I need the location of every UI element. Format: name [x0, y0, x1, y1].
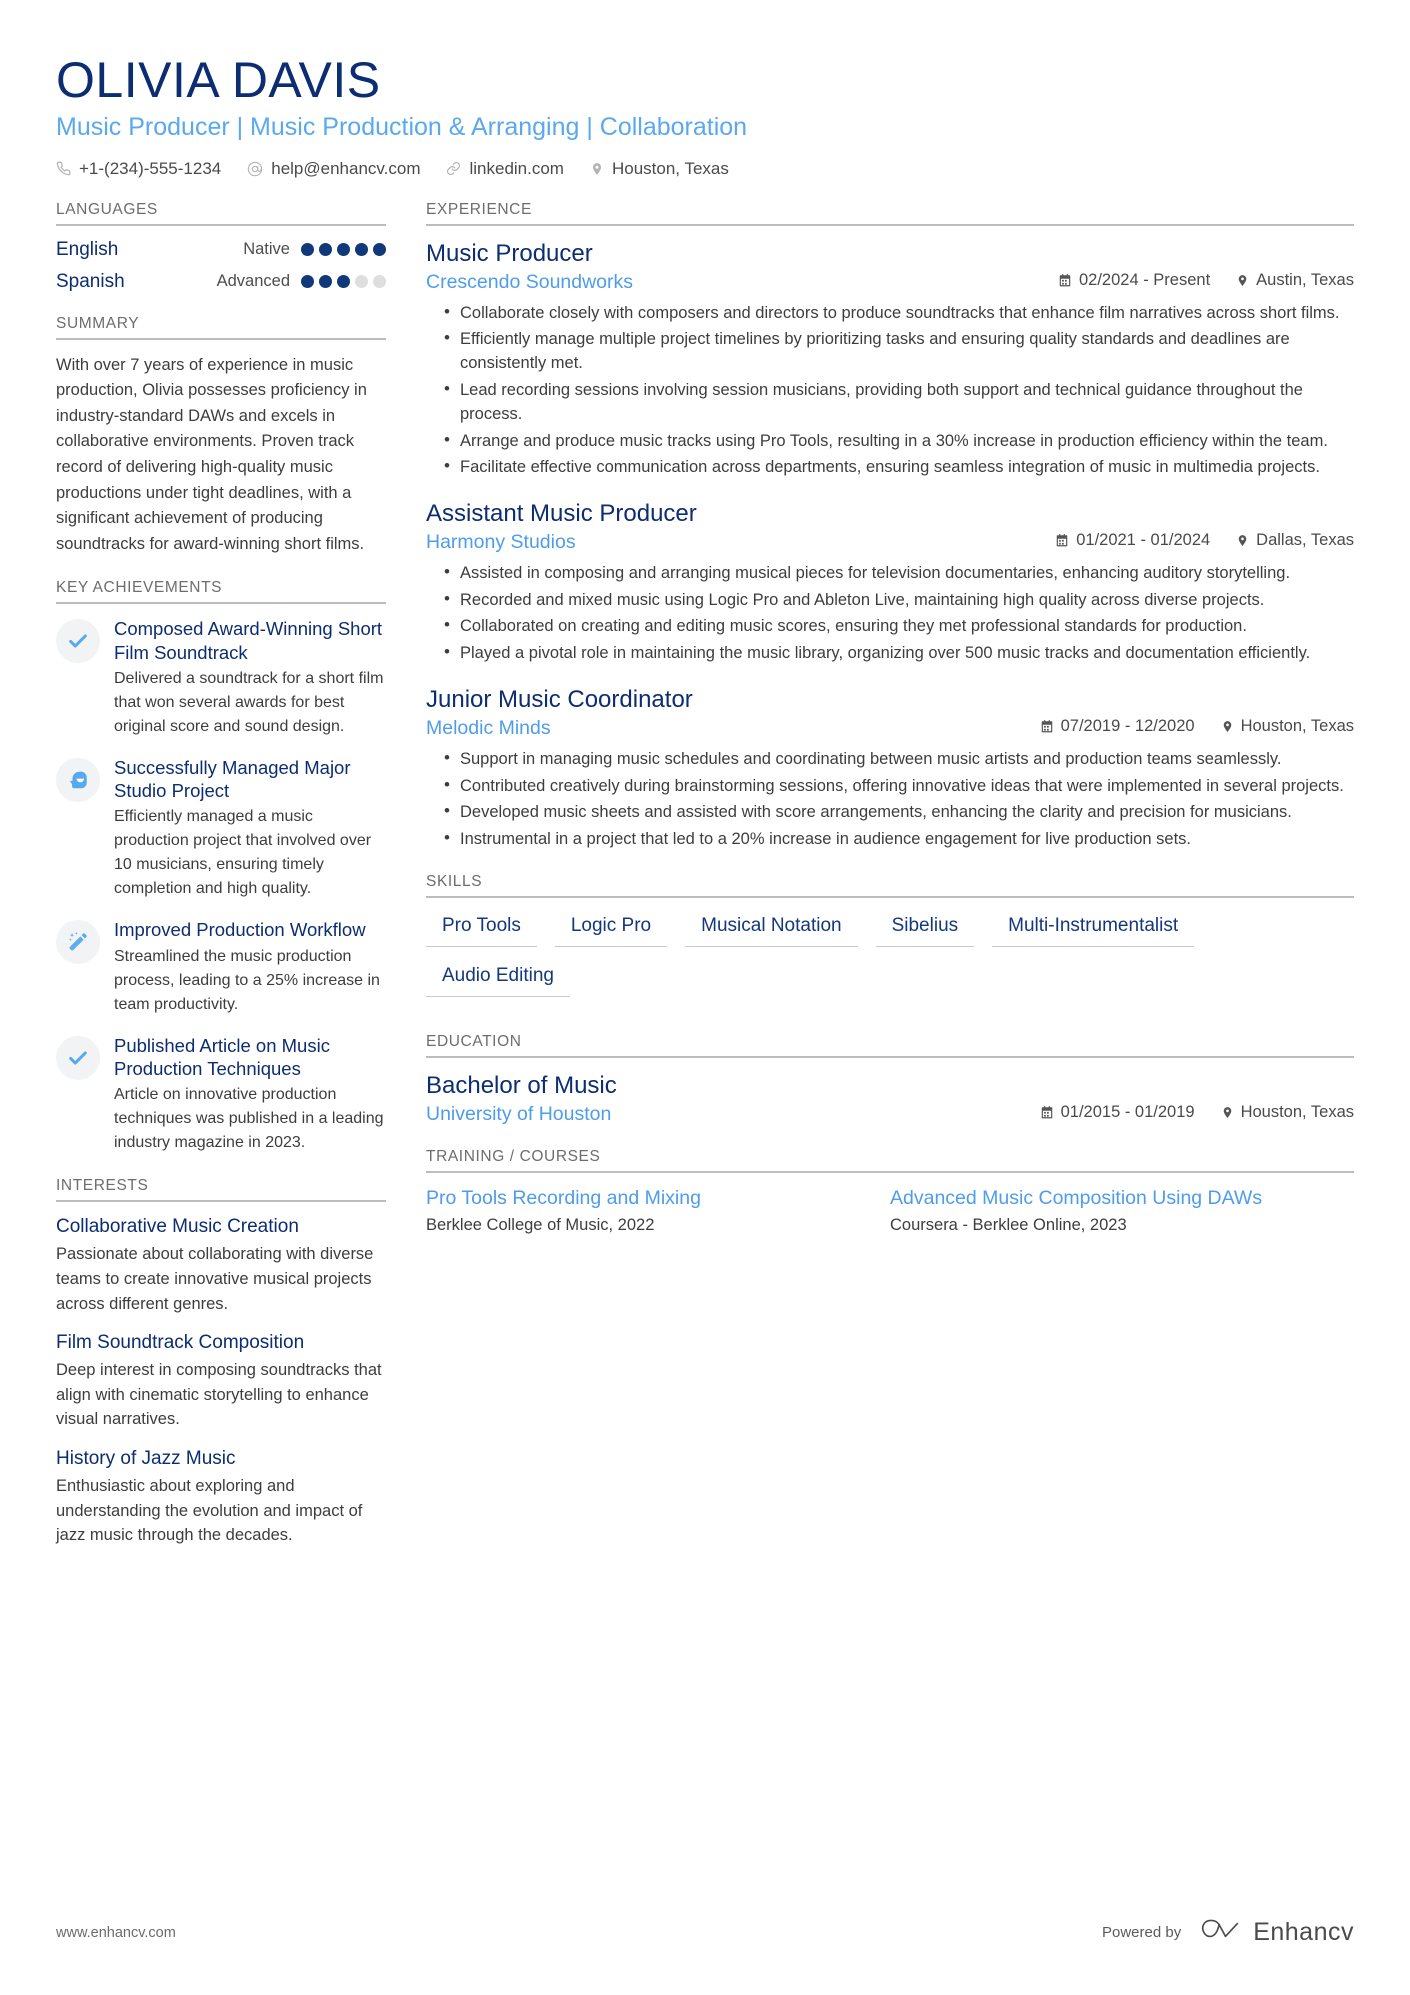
location-icon — [1221, 719, 1234, 734]
section-key-achievements — [56, 579, 386, 1155]
location-icon — [1221, 1105, 1234, 1120]
job-dates — [1058, 271, 1210, 290]
language-row — [56, 271, 386, 293]
rating-dot-filled — [373, 243, 386, 256]
contact-email-text: help@enhancv.com — [271, 158, 421, 178]
rating-dot-filled — [337, 275, 350, 288]
summary-text: With over 7 years of experience in music production, Olivia possesses proficiency in industry-standard DAWs and excels in collaborative environments. Proven track record of delivering high-quality music productions under tight deadlines, with a significant achievement of producing soundtracks for award-winning short films. — [56, 355, 367, 553]
job-bullet: • Lead recording sessions involving session musicians, providing both support and technical guidance throughout the process. — [448, 378, 1354, 426]
skill-tag: Pro Tools — [426, 911, 537, 947]
job-bullet: • Arrange and produce music tracks using Pro Tools, resulting in a 30% increase in production efficiency within the team. — [448, 429, 1354, 453]
job-bullet: • Recorded and mixed music using Logic Pro and Ableton Live, maintaining high quality across diverse projects. — [448, 588, 1354, 612]
skill-list — [426, 911, 1354, 1011]
calendar-icon — [1040, 719, 1054, 734]
achievement-item — [56, 918, 386, 1016]
job-location — [1236, 271, 1354, 290]
language-list — [56, 239, 386, 293]
link-icon — [446, 161, 461, 176]
language-level-group — [243, 240, 386, 259]
contact-email[interactable] — [247, 159, 420, 179]
experience-item — [426, 499, 1354, 665]
achievement-body — [114, 617, 386, 739]
interest-item — [56, 1447, 386, 1548]
job-title: Music Producer — [426, 239, 593, 267]
achievement-description: Article on innovative production techniques was published in a leading industry magazine in 2023. — [114, 1086, 384, 1152]
section-title-languages: LANGUAGES — [56, 201, 386, 226]
contact-phone[interactable] — [56, 159, 221, 179]
section-title-experience: EXPERIENCE — [426, 201, 1354, 226]
language-row — [56, 239, 386, 261]
professional-headline: Music Producer | Music Production & Arranging | Collaboration — [56, 112, 748, 141]
job-meta-row — [426, 271, 1354, 294]
phone-icon — [56, 161, 71, 176]
section-title-interests: INTERESTS — [56, 1177, 386, 1202]
interest-description: Enthusiastic about exploring and understanding the evolution and impact of jazz music through the decades. — [56, 1476, 363, 1545]
section-title-training: TRAINING / COURSES — [426, 1148, 1354, 1173]
education-dates-text: 01/2015 - 01/2019 — [1060, 1102, 1195, 1121]
job-bullet-list — [426, 301, 1354, 480]
enhancv-brand — [1199, 1918, 1354, 1947]
section-education — [426, 1033, 1354, 1126]
education-meta-row — [426, 1103, 1354, 1126]
job-dates-text: 02/2024 - Present — [1078, 270, 1211, 289]
achievement-description: Delivered a soundtrack for a short film that won several awards for best original score and sound design. — [114, 669, 384, 735]
experience-item — [426, 239, 1354, 480]
job-location-text: Dallas, Texas — [1256, 531, 1354, 550]
skill-tag: Sibelius — [876, 911, 975, 947]
job-location-text: Austin, Texas — [1256, 270, 1354, 289]
location-icon — [1236, 533, 1249, 548]
section-title-skills: SKILLS — [426, 873, 1354, 898]
rating-dot-filled — [301, 243, 314, 256]
language-level: Native — [243, 240, 290, 259]
magic-wand-icon — [56, 920, 100, 964]
job-company[interactable]: Crescendo Soundworks — [426, 270, 634, 293]
education-location-text: Houston, Texas — [1240, 1102, 1354, 1121]
skill-tag: Musical Notation — [685, 911, 857, 947]
job-bullet: • Support in managing music schedules and coordinating between music artists and production teams seamlessly. — [448, 747, 1354, 771]
contact-location — [590, 159, 729, 179]
course-list — [426, 1186, 1354, 1238]
education-location — [1221, 1103, 1354, 1122]
job-location — [1221, 717, 1354, 736]
section-interests — [56, 1177, 386, 1548]
experience-item — [426, 685, 1354, 851]
job-company[interactable]: Melodic Minds — [426, 717, 551, 740]
section-training — [426, 1148, 1354, 1238]
job-title: Assistant Music Producer — [426, 500, 697, 528]
rating-dot-filled — [319, 243, 332, 256]
job-location — [1236, 531, 1354, 550]
achievement-item — [56, 756, 386, 902]
interest-description: Deep interest in composing soundtracks that align with cinematic storytelling to enhance visual narratives. — [56, 1360, 382, 1429]
achievement-body — [114, 918, 386, 1016]
course-title[interactable]: Advanced Music Composition Using DAWs — [890, 1186, 1263, 1209]
interest-title: History of Jazz Music — [56, 1448, 236, 1470]
education-school[interactable]: University of Houston — [426, 1102, 612, 1125]
job-bullet: • Collaborated on creating and editing music scores, ensuring they met professional standards for production. — [448, 614, 1354, 638]
achievement-body — [114, 756, 386, 902]
calendar-icon — [1055, 533, 1069, 548]
job-bullet: • Assisted in composing and arranging musical pieces for television documentaries, enhancing auditory storytelling. — [448, 561, 1354, 585]
enhancv-logo-icon — [1199, 1918, 1241, 1947]
section-languages — [56, 201, 386, 293]
job-company[interactable]: Harmony Studios — [426, 531, 576, 554]
job-bullet: • Contributed creatively during brainstorming sessions, offering innovative ideas that were implemented in several projects. — [448, 774, 1354, 798]
location-icon — [1236, 273, 1249, 288]
education-item — [426, 1071, 1354, 1126]
page-footer — [56, 1918, 1354, 1947]
job-bullet: • Collaborate closely with composers and directors to produce soundtracks that enhance film narratives across short films. — [448, 301, 1354, 325]
job-dates-text: 07/2019 - 12/2020 — [1060, 717, 1195, 736]
job-dates — [1055, 531, 1210, 550]
calendar-icon — [1058, 273, 1072, 288]
rating-dot-filled — [355, 243, 368, 256]
job-bullet: • Efficiently manage multiple project timelines by prioritizing tasks and ensuring quality standards and deadlines are consistently met. — [448, 327, 1354, 375]
idea-head-icon — [56, 758, 100, 802]
powered-by-label: Powered by — [1101, 1924, 1182, 1941]
job-meta-row — [426, 717, 1354, 740]
interest-list — [56, 1215, 386, 1548]
job-bullet-list — [426, 747, 1354, 851]
contact-location-text: Houston, Texas — [611, 158, 729, 178]
course-title[interactable]: Pro Tools Recording and Mixing — [426, 1186, 701, 1209]
achievement-item — [56, 617, 386, 739]
interest-item — [56, 1331, 386, 1432]
education-meta-group — [1014, 1103, 1354, 1122]
language-name: Spanish — [56, 270, 125, 292]
job-meta-group — [1032, 271, 1354, 290]
main-column — [426, 201, 1354, 1260]
achievement-title: Published Article on Music Production Techniques — [114, 1034, 330, 1080]
resume-header — [56, 52, 1354, 179]
sidebar-column — [56, 201, 386, 1570]
job-bullet-list — [426, 561, 1354, 665]
section-title-summary: SUMMARY — [56, 315, 386, 340]
calendar-icon — [1040, 1105, 1054, 1120]
achievement-description: Streamlined the music production process, leading to a 25% increase in team productivity. — [114, 947, 380, 1013]
course-item — [890, 1186, 1354, 1238]
section-title-key-achievements: KEY ACHIEVEMENTS — [56, 579, 386, 604]
section-summary — [56, 315, 386, 558]
job-bullet: • Facilitate effective communication across departments, ensuring seamless integration of music in multimedia projects. — [448, 455, 1354, 479]
achievement-title: Composed Award-Winning Short Film Soundtrack — [114, 618, 383, 663]
course-provider: Coursera - Berklee Online, 2023 — [890, 1216, 1127, 1235]
job-meta-group — [1014, 717, 1354, 736]
interest-title: Film Soundtrack Composition — [56, 1332, 305, 1354]
section-experience — [426, 201, 1354, 851]
experience-list — [426, 239, 1354, 851]
email-icon — [247, 161, 263, 177]
footer-website[interactable]: www.enhancv.com — [56, 1924, 176, 1941]
interest-description: Passionate about collaborating with diverse teams to create innovative musical projects across different genres. — [56, 1245, 374, 1313]
skill-tag: Logic Pro — [555, 911, 667, 947]
job-dates-text: 01/2021 - 01/2024 — [1076, 531, 1211, 550]
rating-dot-filled — [319, 275, 332, 288]
job-bullet: • Instrumental in a project that led to a 20% increase in audience engagement for live production sets. — [448, 827, 1354, 851]
enhancv-brand-name: Enhancv — [1253, 1918, 1354, 1946]
job-meta-group — [1029, 531, 1354, 550]
achievement-item — [56, 1034, 386, 1156]
skill-tag: Multi-Instrumentalist — [992, 911, 1194, 947]
language-rating-dots — [301, 243, 386, 256]
check-icon — [56, 1036, 100, 1080]
language-level-group — [217, 272, 386, 291]
section-title-education: EDUCATION — [426, 1033, 1354, 1058]
education-dates — [1040, 1103, 1195, 1122]
language-rating-dots — [301, 275, 386, 288]
skill-tag: Audio Editing — [426, 961, 570, 997]
achievement-title: Improved Production Workflow — [114, 919, 366, 941]
achievement-body — [114, 1034, 386, 1156]
rating-dot-filled — [301, 275, 314, 288]
language-name: English — [56, 238, 119, 260]
location-icon — [590, 161, 604, 177]
job-title: Junior Music Coordinator — [426, 686, 693, 714]
rating-dot-filled — [337, 243, 350, 256]
job-location-text: Houston, Texas — [1240, 717, 1354, 736]
job-bullet: • Played a pivotal role in maintaining the music library, organizing over 500 music tracks and documentation efficiently. — [448, 641, 1354, 665]
contact-linkedin-text: linkedin.com — [469, 158, 564, 178]
job-meta-row — [426, 531, 1354, 554]
rating-dot-empty — [373, 275, 386, 288]
job-bullet: • Developed music sheets and assisted with score arrangements, enhancing the clarity and precision for musicians. — [448, 800, 1354, 824]
contact-bar — [56, 159, 1354, 179]
footer-brand-block — [1102, 1918, 1354, 1947]
education-list — [426, 1071, 1354, 1126]
achievement-title: Successfully Managed Major Studio Project — [114, 756, 351, 802]
course-provider: Berklee College of Music, 2022 — [426, 1216, 655, 1235]
rating-dot-empty — [355, 275, 368, 288]
contact-linkedin[interactable] — [446, 159, 564, 179]
check-icon — [56, 619, 100, 663]
section-skills — [426, 873, 1354, 1011]
language-level: Advanced — [216, 272, 290, 291]
job-dates — [1040, 717, 1195, 736]
course-item — [426, 1186, 890, 1238]
achievement-list — [56, 617, 386, 1155]
page-title: OLIVIA DAVIS — [56, 52, 381, 108]
interest-title: Collaborative Music Creation — [56, 1216, 299, 1238]
contact-phone-text: +1-(234)-555-1234 — [79, 158, 222, 178]
interest-item — [56, 1215, 386, 1316]
achievement-description: Efficiently managed a music production project that involved over 10 musicians, ensuring timely completion and high quality. — [114, 808, 372, 898]
education-degree: Bachelor of Music — [426, 1071, 617, 1099]
